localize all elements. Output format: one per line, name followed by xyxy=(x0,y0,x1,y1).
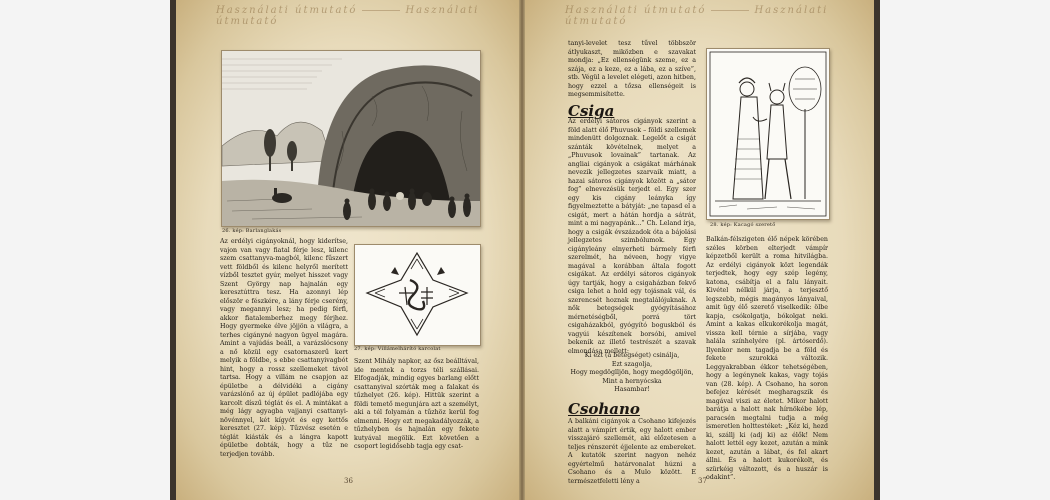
figure-27-caption: 27. kép: Villámelhárító karcolat xyxy=(354,346,441,352)
right-page xyxy=(525,0,874,500)
paragraph: Az erdélyi sátoros cigányok szerint a föld alatt élő Phuvusok – földi szellemek mindenütt dolgoznak. Legelőt a csigát szánták kövételnek, melyet a „Phuvusok lovainak” tartanak. Az angliai cigányok a csigákat márhának nevezik jellegzetes szarvaik miatt, a hazai sátoros cigányok között a „sátor fog” elnevezésük terjedt el. Egy szer egy kis cigány leányka így figyelmeztette a bátyját: „ne tapasd el a csigát, mert a hátán hordja a sátrát, mint a mi nagyapánk…” Ch. Leland írja, hogy a csigák évszázadok óta a bájolási jellegzetes szimbólumok. Egy cigányleány elnyerheti bármely férfi szerelmét, ha néveen, hogy vigye magával a korábban általa fogott csigákat. Az erdélyi sátoros cigányok úgy tartják, hogy a csigaházban fekvő csiga lehet a hold egy tojásnak vál, és szerencsét hoznak megtalálójuknak. A nők betegségek gyógyításához mérnetéségből, porrá tört csigaházakból, gyógyító boguskból és vagyúi készítenek borsóbi, amivel bekenik az illető testrészét a szavak elmondása mellett: xyxy=(568,118,697,355)
paragraph: Szent Mihály napkor, az ősz beálltával, ide mentek a torzs téli szállásai. Elfogadják, mindig egyes barlang előtt csattanyival szórták meg a falakat és tűzhelyet (26. kép). Hittük szerint a földi temető megunjára azt a személyt, aki a tél folyamán a tűzhöz kerül fog elmenni. Hogy ezt megakadályozzák, a tűzhelyben és hajnalán egy fekete kutyával megölik. Ezt követően a csoport legidősebb tagja egy csat- xyxy=(354,358,479,450)
running-head-text: Használati útmutató xyxy=(216,5,358,16)
right-page-number: 37 xyxy=(698,477,707,485)
lovers-woodcut-figure xyxy=(706,48,830,220)
verse-line: Ezt szagolja, xyxy=(611,360,653,368)
verse-line: Mint a hernyócska xyxy=(602,377,662,385)
cave-engraving-image xyxy=(222,51,480,226)
left-column-2-text xyxy=(354,358,479,480)
left-page xyxy=(176,0,519,500)
left-running-head xyxy=(216,5,519,27)
cave-engraving-figure xyxy=(221,50,481,227)
spell-verse xyxy=(568,352,696,395)
verse-line: Hasambar! xyxy=(614,386,650,393)
csohano-heading: Csohano xyxy=(568,400,640,418)
left-column-1-text xyxy=(220,238,348,480)
figure-28-caption: 28. kép: Kacagó szerető xyxy=(710,222,776,228)
verse-line: Hogy megdöglljön, hogy megdögöljön, xyxy=(570,369,694,376)
verse-line: Ki ezt (a betegséget) csinálja, xyxy=(584,352,680,359)
ornament xyxy=(362,10,400,11)
left-page-number: 36 xyxy=(344,477,353,485)
paragraph: Az erdélyi cigányoknál, hogy kiderítse, vajon van vagy fiatal férje lesz, kilenc szem csattanyva-magból, kilenc fűszert vett földből és kilenc helyről merített vízből tesztet gyúr, melyet hisszet vagy Szent György nap hajnalán egy keresztúttra tesz. Ha azonnyi lép először e fészkére, a lány férje cserény, vagy megannyi lesz; ha pedig férfi, akkor fiatalemberhez megy férjhez. Hogy gyermeke élve jöjjön a világra, a terhes cigányné nagyon ügyel magára. Amint a vajúdás beáll, a varázslócsony a nő közül egy csatornaszerű kert melyik a földbe, s ebbe csattanyivagbót hint, hogy a rossz szellemeket távol tartsa. Hogy a villám ne csapjon az épületbe a délvidéki a cigány varázslónő az új épület padlójába egy karcolt díszű téglát és el. A mintákat a még lágy agyagba vajjanyi csattanyi-növénnyel, két kígyót és egy kettős keresztet (27. kép). Tűzvész esetén e téglát kiásták és a lángra kapott épületbe dobták, hogy a tűz ne terjedjen tovább. xyxy=(220,238,348,458)
paragraph: Balkán-félszigeten élő népek körében széles körben elterjedt vámpír képzetből került a roma hitvilágba. Az erdélyi cigányok közt legendák terjedtek, hogy egy szép legény, katona, csábítja el a falu lányait. Kivétel nélkül járja, a terjesztő legszebb, mégis magányos lányaival, amit ügy élő szerető viselkedik: ölbe kapja, csókolgatja, bókolgat neki. Amint a kakas elkukorékolja magát, vissza kell térnie a sírjába, vagy halála színhelyére (pl. ártóserdő). Ilyenkor nem tagadja be a föld és fekete szurokká változik. Leggyakrabban ékkor tehetségében, hogy a legénynek kakas, vagy tojás van (28. kép). A Csohano, ha soron befejez kérését megharagszik és magával viszi az életet. Mikor halott barátja a halott nak hírnökébe lép, paracsén megtalni tudja a még ismeretlen holttestéket: „Kéz ki, hezd ki, szállj ki (adj ki) az élők! Nem halott lettél egy kezet, azután a mink kezet, azután a lábat, és fel akart állni. És a halott kukorékolt, és szürkéig változott, és a huszár is odakint”. xyxy=(706,236,828,481)
paragraph: tanyi-levelet tesz tűvel többször átlyukaszt, miközben e szavakat mondja: „Ez ellenségünk szeme, ez a szája, ez a keze, ez a lába, ez a szíve”, stb. Végül a levelet elégeti, azon hitben, hogy ezzel a tőzsa ellenségeit is megsemmisítette. xyxy=(568,40,696,98)
ornament xyxy=(711,10,749,11)
right-col1-top-text xyxy=(568,40,696,100)
csohano-text xyxy=(568,418,696,485)
dark-edge-right xyxy=(873,0,880,500)
right-running-head xyxy=(565,5,874,27)
paragraph: A balkáni cigányok a Csohano kifejezés alatt a vámpírt értik, egy halott ember visszajáró szellemét, aki előzetesen a teljes rénszerét éjjelente az embereket. A kutatók szerint nagyon nehéz egyértelmű határvonalat húzni a Csohano és a Mulo között. E természetfeletti lény a xyxy=(568,418,696,485)
csiga-text xyxy=(568,118,697,355)
csiga-heading: Csiga xyxy=(568,102,615,120)
lightning-tile-image xyxy=(355,245,480,345)
right-column-2-text xyxy=(706,236,828,480)
lightning-tile-figure xyxy=(354,244,481,346)
figure-26-caption: 26. kép: Barlanglakás xyxy=(222,228,282,234)
lovers-woodcut-image xyxy=(707,49,829,219)
running-head-text-2: Használati útmutató xyxy=(216,5,480,27)
running-head-text-2: Használati útmutató xyxy=(565,5,829,27)
running-head-text: Használati útmutató xyxy=(565,5,707,16)
